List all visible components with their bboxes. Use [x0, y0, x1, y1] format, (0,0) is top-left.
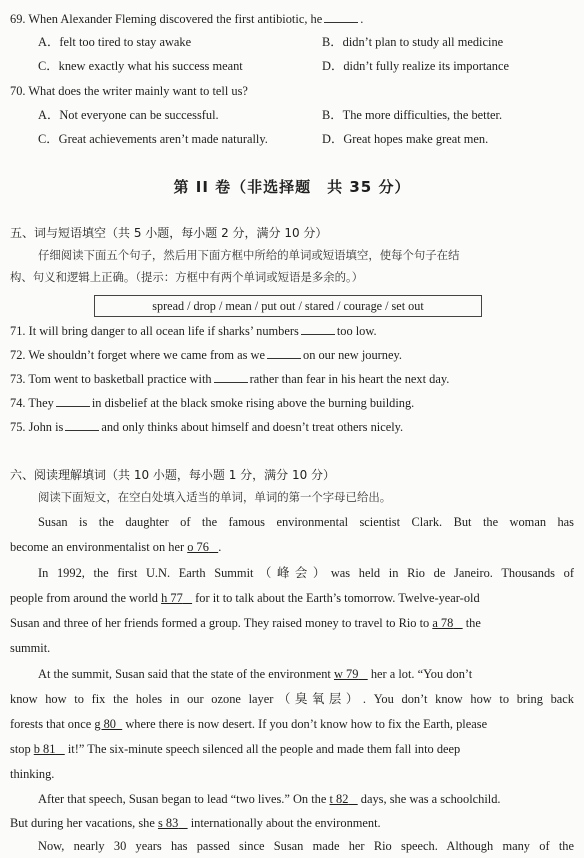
question-71: 71. It will bring danger to all ocean life if sharks’ numbers too low.: [10, 324, 377, 338]
passage-line: At the summit, Susan said that the state of the environment w 79 her a lot. “You don’t: [38, 667, 473, 681]
option-70c: C．Great achievements aren’t made naturally.: [38, 132, 268, 146]
option-69d: D．didn’t fully realize its importance: [322, 59, 509, 73]
passage-line: Susan and three of her friends formed a group. They raised money to travel to Rio to a 78 the: [10, 616, 481, 630]
section5-instruction-line1: 仔细阅读下面五个句子，然后用下面方框中所给的单词或短语填空，使每个句子在结: [38, 248, 460, 262]
blank-78: a 78: [432, 616, 454, 630]
passage-line: In 1992, the first U.N. Earth Summit（峰会）was held in Rio de Janeiro. Thousands of: [38, 566, 574, 580]
option-69a: A．felt too tired to stay awake: [38, 35, 192, 49]
passage-line: summit.: [10, 641, 51, 655]
question-74: 74. They in disbelief at the black smoke rising above the burning building.: [10, 396, 415, 410]
option-69c: C．knew exactly what his success meant: [38, 59, 243, 73]
word-box: spread / drop / mean / put out / stared / courage / set out: [94, 295, 482, 317]
question-73: 73. Tom went to basketball practice with rather than fear in his heart the next day.: [10, 372, 450, 386]
section5-heading: 五、词与短语填空（共 5 小题，每小题 2 分，满分 10 分）: [10, 226, 328, 240]
part-title: 第 II 卷（非选择题 共 35 分）: [173, 178, 411, 196]
question-72: 72. We shouldn’t forget where we came from as we on our new journey.: [10, 348, 402, 362]
blank-82: t 82: [329, 792, 349, 806]
answer-blank: [56, 394, 90, 407]
answer-blank: [65, 418, 99, 431]
section5-instruction-line2: 构、句义和逻辑上正确。（提示：方框中有两个单词或短语是多余的。）: [10, 270, 364, 284]
answer-blank: [301, 322, 335, 335]
passage-line: thinking.: [10, 767, 55, 781]
blank-83: s 83: [157, 816, 179, 830]
passage-line: become an environmentalist on her o 76 .: [10, 540, 222, 554]
answer-blank: [324, 10, 358, 23]
section6-heading: 六、阅读理解填词（共 10 小题，每小题 1 分，满分 10 分）: [10, 468, 336, 482]
blank-76: o 76: [187, 540, 209, 554]
option-70a: A．Not everyone can be successful.: [38, 108, 219, 122]
question-70: 70. What does the writer mainly want to tell us?: [10, 84, 248, 98]
answer-blank: [214, 370, 248, 383]
section6-instruction: 阅读下面短文，在空白处填入适当的单词，单词的第一个字母已给出。: [38, 490, 392, 504]
passage-line: stop b 81 it!” The six-minute speech silenced all the people and made them fall into deep: [10, 742, 461, 756]
question-69: 69. When Alexander Fleming discovered the first antibiotic, he .: [10, 12, 364, 26]
passage-line: people from around the world h 77 for it to talk about the Earth’s tomorrow. Twelve-year-old: [10, 591, 480, 605]
passage-line: forests that once g 80 where there is now desert. If you don’t know how to fix the Earth, please: [10, 717, 488, 731]
blank-79: w 79: [333, 667, 359, 681]
blank-80: g 80: [94, 717, 116, 731]
option-70d: D．Great hopes make great men.: [322, 132, 489, 146]
passage-line: know how to fix the holes in our ozone layer（臭氧层）. You don’t know how to bring back: [10, 692, 574, 706]
blank-81: b 81: [33, 742, 56, 756]
passage-line: Now, nearly 30 years has passed since Susan made her Rio speech. Although many of the: [38, 839, 574, 853]
answer-blank: [267, 346, 301, 359]
passage-line: Susan is the daughter of the famous environmental scientist Clark. But the woman has: [38, 515, 574, 529]
passage-line: But during her vacations, she s 83 internationally about the environment.: [10, 816, 381, 830]
blank-77: h 77: [161, 591, 183, 605]
option-70b: B．The more difficulties, the better.: [322, 108, 503, 122]
passage-line: After that speech, Susan began to lead “two lives.” On the t 82 days, she was a schoolchild.: [38, 792, 501, 806]
option-69b: B．didn’t plan to study all medicine: [322, 35, 504, 49]
question-75: 75. John is and only thinks about himself and doesn’t treat others nicely.: [10, 420, 404, 434]
